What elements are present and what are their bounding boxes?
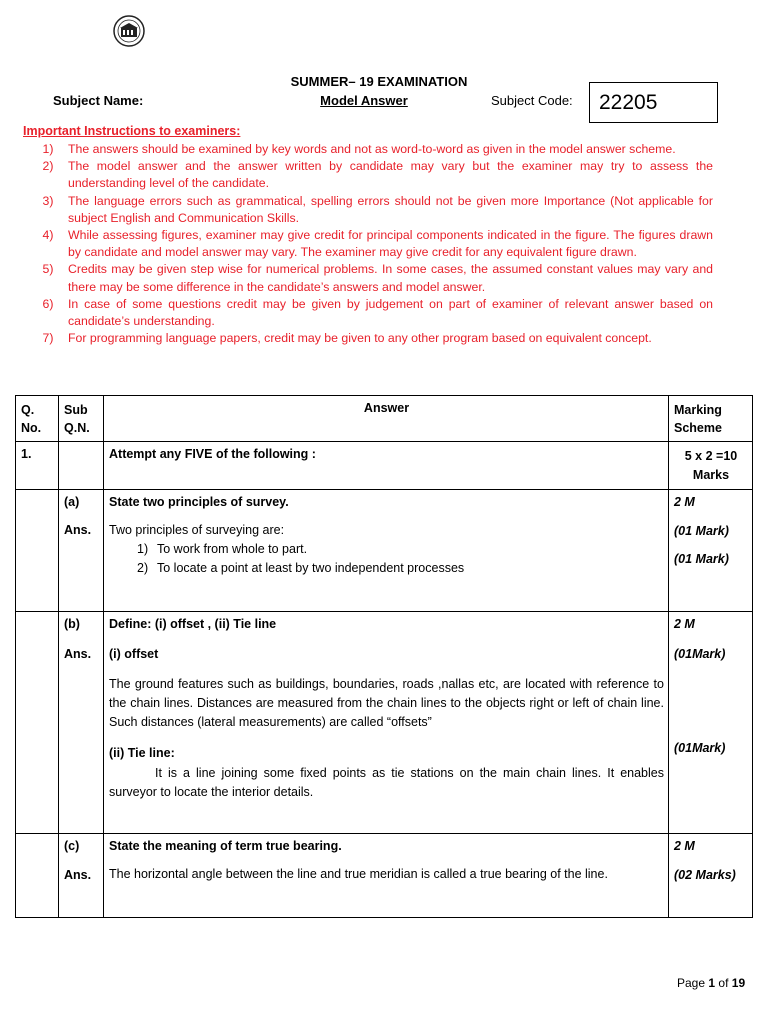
sub-question-empty xyxy=(59,442,104,490)
sub-question-a: (a) Ans. xyxy=(59,490,104,612)
sub-heading: (i) offset xyxy=(109,647,159,661)
model-answer-heading: Model Answer xyxy=(320,93,408,108)
instruction-item: 1) The answers should be examined by key words and not as word-to-word as given in the model answer scheme. xyxy=(42,142,676,156)
answer-c xyxy=(104,834,669,918)
table-row xyxy=(16,612,753,834)
question-instruction: Attempt any FIVE of the following : xyxy=(104,442,669,490)
question-text: State two principles of survey. xyxy=(109,495,289,509)
question-text: State the meaning of term true bearing. xyxy=(109,839,342,853)
page-footer: Page 1 of 19 xyxy=(677,976,746,990)
answer-intro: Two principles of surveying are: xyxy=(109,523,285,537)
table-row xyxy=(16,442,753,490)
answer-paragraph: The ground features such as buildings, boundaries, roads ,nallas etc, are located with reference to the chain lines. Distances are measured from the chain lines to the objects right or left of chain line. Such distances (lateral measurements) are called “offsets” xyxy=(109,677,664,729)
marks-a: 2 M (01 Mark) (01 Mark) xyxy=(669,490,753,612)
table-header-row xyxy=(16,396,753,442)
question-number: 1. xyxy=(16,442,59,490)
answer-b xyxy=(104,612,669,834)
list-item: 2) To locate a point at least by two independent processes xyxy=(137,561,465,575)
answer-table xyxy=(15,395,753,918)
instruction-item: 5) Credits may be given step wise for numerical problems. In some cases, the assumed constant values may vary and there may be some difference in the candidate’s answers and model answer. xyxy=(42,262,713,294)
header-marking: Marking Scheme xyxy=(669,396,753,442)
instructions-list xyxy=(23,141,713,347)
institution-logo-icon xyxy=(108,14,150,48)
subject-name-label: Subject Name: xyxy=(53,93,144,108)
sub-question-b: (b) Ans. xyxy=(59,612,104,834)
answer-paragraph: It is a line joining some fixed points as tie stations on the main chain lines. It enables surveyor to locate the interior details. xyxy=(109,766,664,799)
subject-code-box: 22205 xyxy=(589,82,718,123)
question-text: Define: (i) offset , (ii) Tie line xyxy=(109,617,277,631)
subject-code-label: Subject Code: xyxy=(491,93,573,108)
header-answer: Answer xyxy=(104,396,669,442)
instruction-item: 6) In case of some questions credit may be given by judgement on part of examiner of relevant answer based on candidate’s understanding. xyxy=(42,296,713,329)
instructions-heading: Important Instructions to examiners: xyxy=(23,124,241,138)
sub-question-c: (c) Ans. xyxy=(59,834,104,918)
instruction-item: 3) The language errors such as grammatical, spelling errors should not be given more Importance (Not applicable for subject English and Communication Skills. xyxy=(42,193,713,225)
sub-heading: (ii) Tie line: xyxy=(109,746,175,760)
qno-empty xyxy=(16,612,59,834)
marks-c: 2 M (02 Marks) xyxy=(669,834,753,918)
instruction-item: 2) The model answer and the answer written by candidate may vary but the examiner may try to assess the understanding level of the candidate. xyxy=(42,159,713,191)
header-qno: Q. No. xyxy=(16,396,59,442)
instruction-item: 4) While assessing figures, examiner may give credit for principal components indicated in the figure. The figures drawn by candidate and model answer may vary. The examiner may give credit for any equivalent figure drawn. xyxy=(42,228,713,260)
table-row xyxy=(16,834,753,918)
instruction-item: 7) For programming language papers, credit may be given to any other program based on equivalent concept. xyxy=(42,331,652,346)
answer-paragraph: The horizontal angle between the line and true meridian is called a true bearing of the line. xyxy=(109,867,608,881)
header-subqn: Sub Q.N. xyxy=(59,396,104,442)
list-item: 1) To work from whole to part. xyxy=(137,542,308,556)
qno-empty xyxy=(16,490,59,612)
qno-empty xyxy=(16,834,59,918)
question-marks: 5 x 2 =10 Marks xyxy=(669,442,753,490)
marks-b: 2 M (01Mark) (01Mark) xyxy=(669,612,753,834)
table-row xyxy=(16,490,753,612)
answer-a xyxy=(104,490,669,612)
exam-title: SUMMER– 19 EXAMINATION xyxy=(290,74,468,89)
